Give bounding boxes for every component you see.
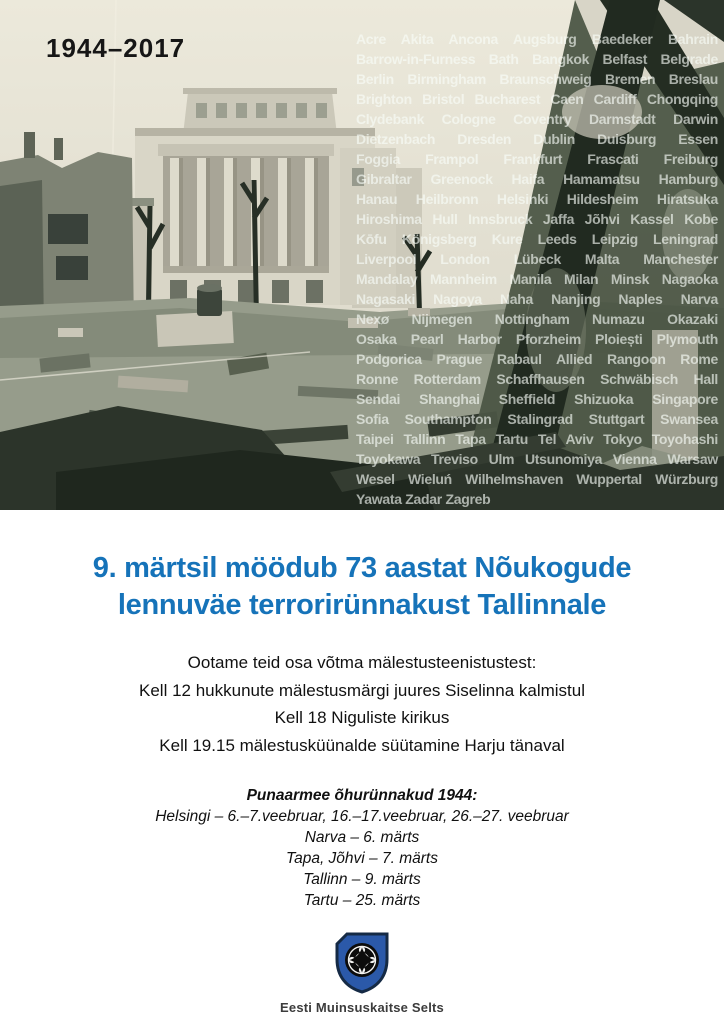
air-raid-line: Narva – 6. märts	[304, 829, 420, 846]
city-list-line: Gibraltar Greenock Haifa Hamamatsu Hamburg	[356, 171, 718, 187]
invitation-line: Ootame teid osa võtma mälestusteenistustest:	[187, 653, 537, 672]
city-list-line: Yawata Zadar Zagreb	[356, 491, 491, 507]
city-list-line: Acre Akita Ancona Augsburg Baedeker Bahrain	[356, 31, 718, 47]
city-list-line: Liverpool London Lübeck Malta Manchester	[356, 251, 718, 267]
invitation-line: Kell 19.15 mälestusküünalde süütamine Harju tänaval	[159, 735, 565, 755]
invitation-line: Kell 18 Niguliste kirikus	[274, 708, 450, 727]
air-raids-title: Punaarmee õhurünnakud 1944:	[246, 787, 478, 804]
headline-line: 9. märtsil möödub 73 aastat Nõukogude	[92, 552, 632, 584]
city-list-line: Taipei Tallinn Tapa Tartu Tel Aviv Tokyo Toyohashi	[356, 431, 718, 447]
city-list-line: Sofia Southampton Stalingrad Stuttgart Swansea	[356, 411, 718, 427]
poster-text-content	[0, 550, 724, 1015]
organization-logo-block	[0, 932, 724, 1015]
year-range-label: 1944–2017	[46, 33, 186, 63]
headline-line: lennuväe terrorirünnakust Tallinnale	[117, 589, 607, 621]
organization-name: Eesti Muinsuskaitse Selts	[280, 1000, 444, 1015]
city-list-line: Nexø Nijmegen Nottingham Numazu Okazaki	[356, 311, 718, 327]
city-list-line: Hiroshima Hull Innsbruck Jaffa Jõhvi Kassel Kobe	[356, 211, 718, 227]
air-raids-block	[0, 785, 724, 911]
bombed-cities-overlay	[356, 29, 718, 509]
city-list-line: Hanau Heilbronn Helsinki Hildesheim Hiratsuka	[356, 191, 718, 207]
heritage-society-shield-icon	[335, 932, 389, 994]
invitation-line: Kell 12 hukkunute mälestusmärgi juures Siselinna kalmistul	[139, 680, 585, 700]
city-list-line: Nagasaki Nagoya Naha Nanjing Naples Narva	[356, 291, 718, 307]
air-raid-line: Tartu – 25. märts	[303, 892, 421, 909]
city-list-line: Barrow-in-Furness Bath Bangkok Belfast Belgrade	[356, 51, 718, 67]
city-list-line: Dietzenbach Dresden Dublin Duisburg Essen	[356, 131, 718, 147]
city-list-line: Wesel Wieluń Wilhelmshaven Wuppertal Würzburg	[356, 471, 718, 487]
air-raid-line: Helsingi – 6.–7.veebruar, 16.–17.veebruar, 26.–27. veebruar	[155, 808, 569, 825]
city-list-line: Brighton Bristol Bucharest Caen Cardiff Chongqing	[356, 91, 718, 107]
city-list-line: Kōfu Königsberg Kure Leeds Leipzig Leningrad	[356, 231, 718, 247]
headline	[0, 550, 724, 624]
ruins-photo	[0, 0, 724, 510]
city-list-line: Mandalay Mannheim Manila Milan Minsk Nagaoka	[356, 271, 718, 287]
city-list-line: Sendai Shanghai Sheffield Shizuoka Singapore	[356, 391, 718, 407]
city-list-line: Foggia Frampol Frankfurt Frascati Freiburg	[356, 151, 718, 167]
invitation-block	[0, 649, 724, 759]
city-list-line: Toyokawa Treviso Ulm Utsunomiya Vienna Warsaw	[356, 451, 718, 467]
city-list-line: Osaka Pearl Harbor Pforzheim Ploiești Plymouth	[356, 331, 718, 347]
air-raid-line: Tallinn – 9. märts	[303, 871, 421, 888]
city-list-line: Berlin Birmingham Braunschweig Bremen Breslau	[356, 71, 718, 87]
city-list-line: Podgorica Prague Rabaul Allied Rangoon Rome	[356, 351, 718, 367]
city-list-line: Ronne Rotterdam Schaffhausen Schwäbisch Hall	[356, 371, 718, 387]
city-list-line: Clydebank Cologne Coventry Darmstadt Darwin	[356, 111, 718, 127]
air-raid-line: Tapa, Jõhvi – 7. märts	[286, 850, 438, 867]
